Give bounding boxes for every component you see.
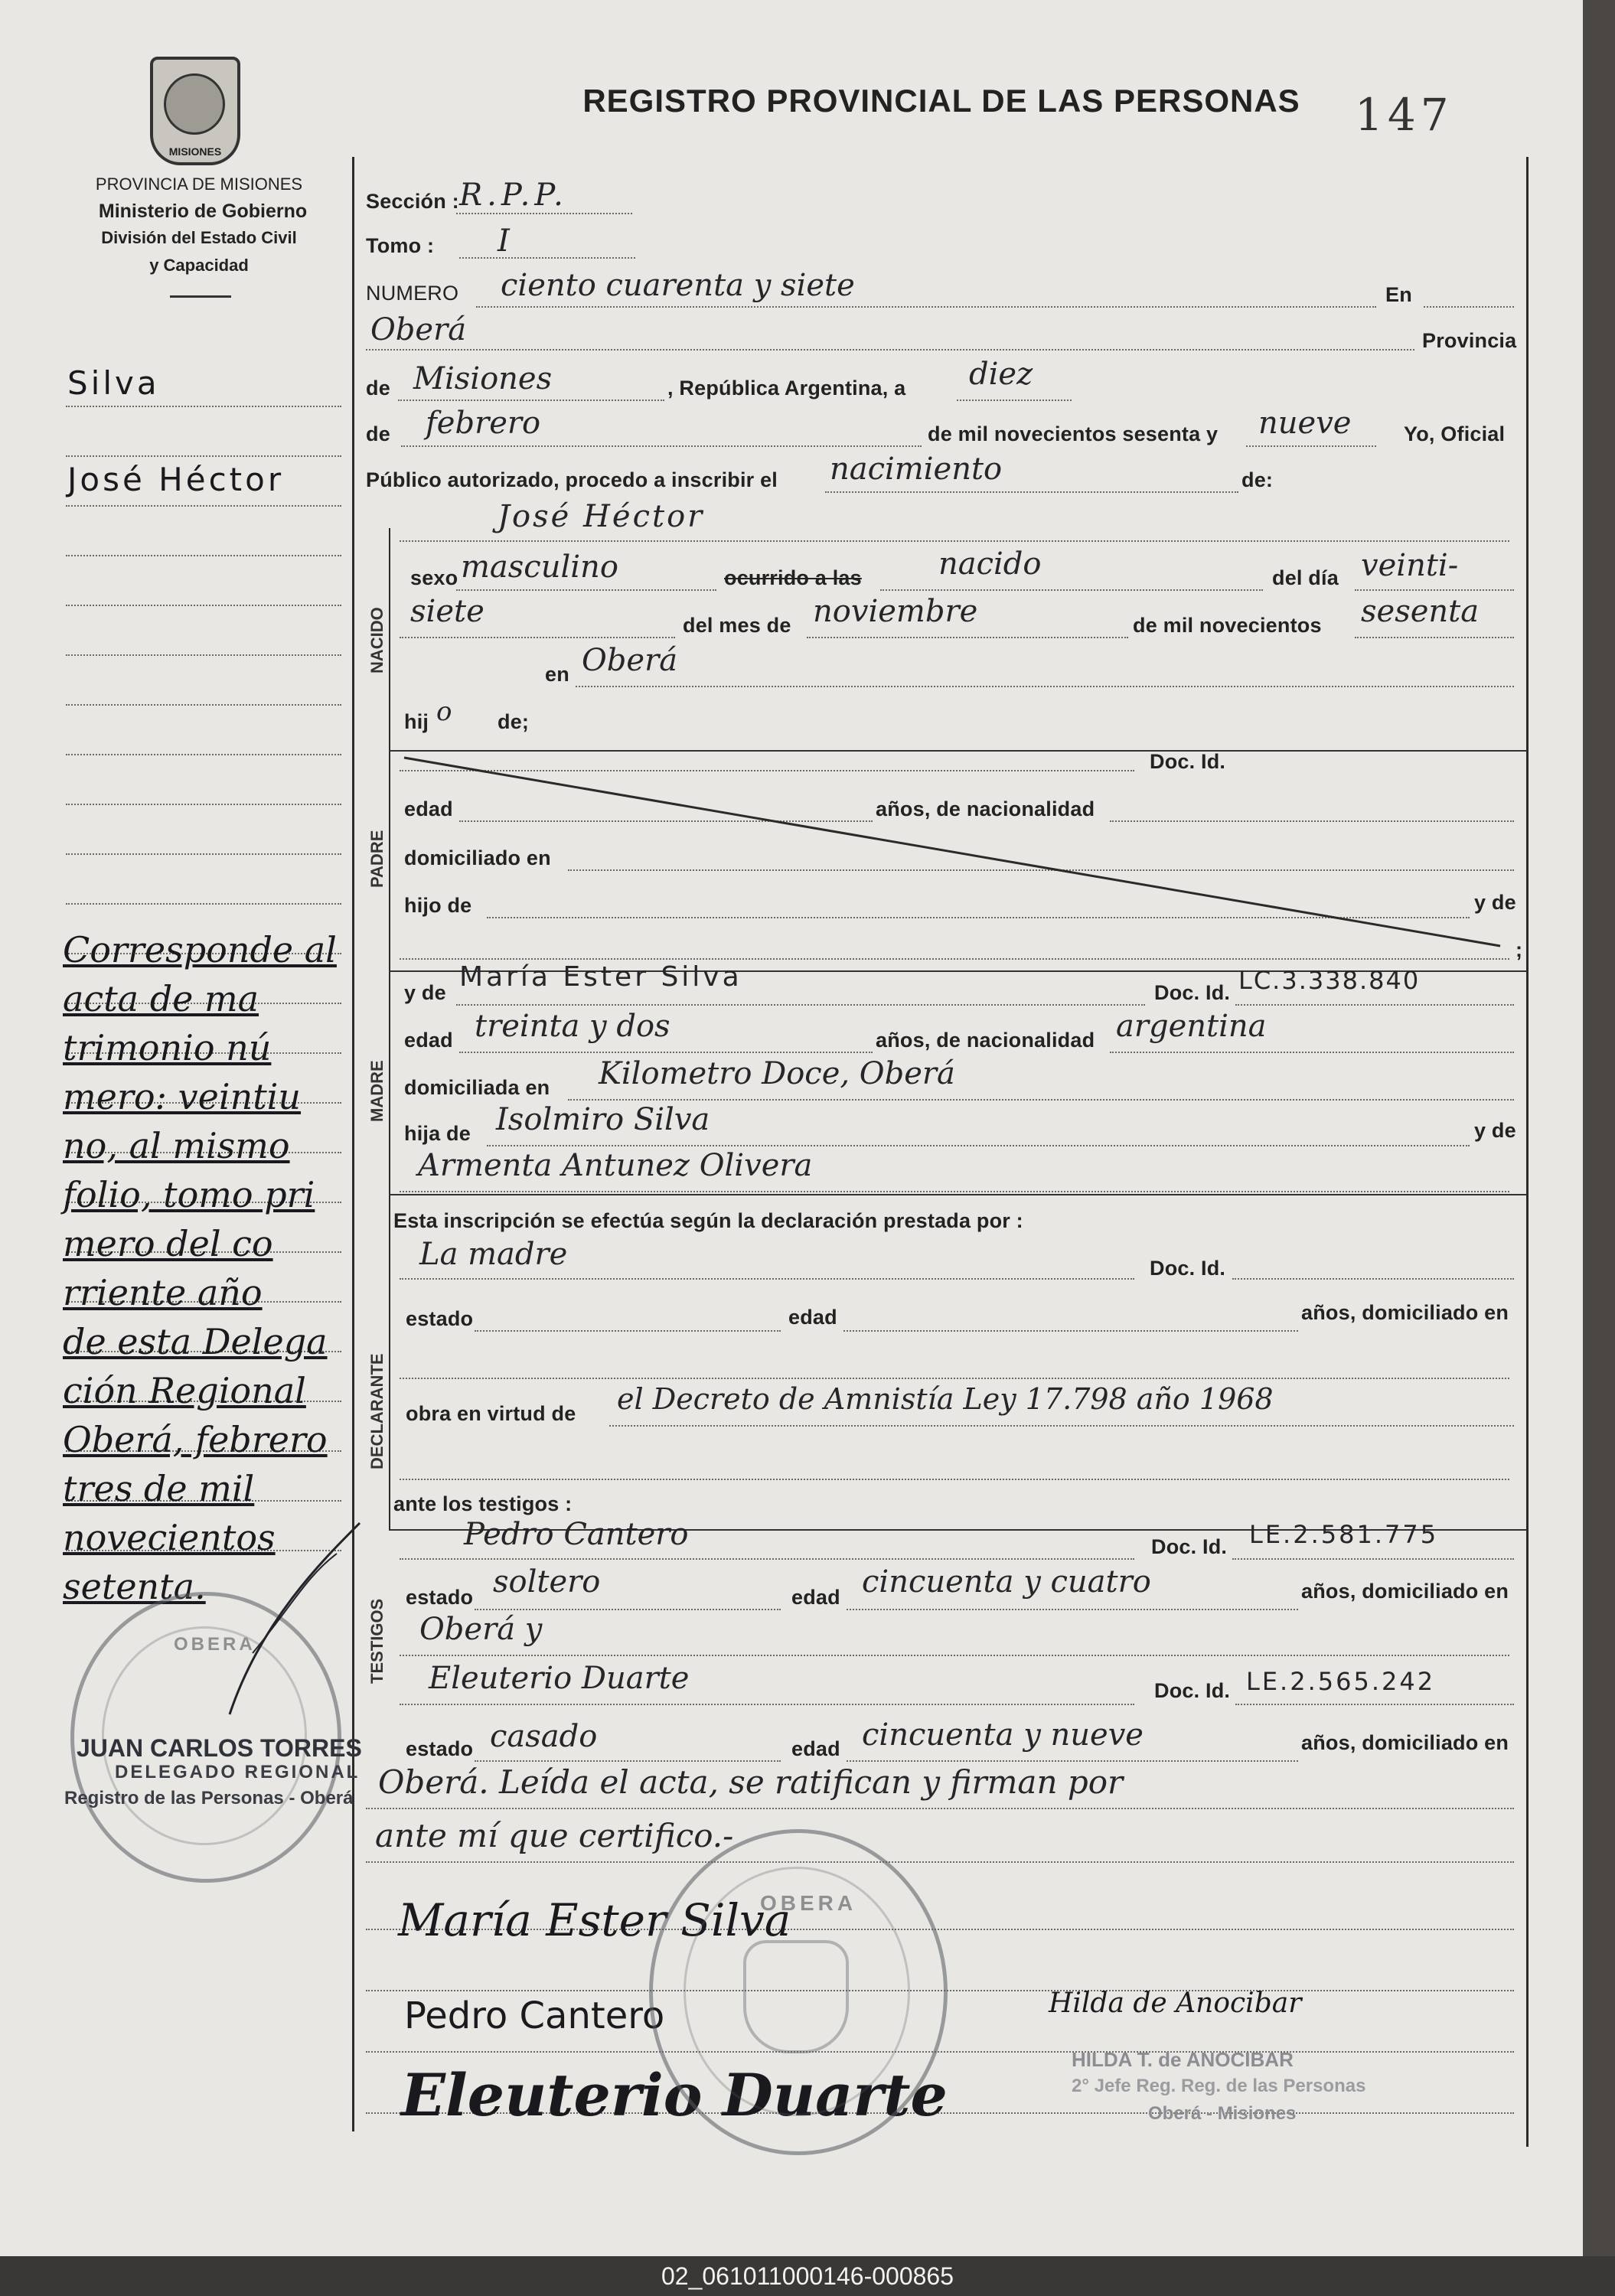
label-testigo1-estado: estado (406, 1586, 474, 1609)
margin-note-line: Oberá, febrero (63, 1419, 328, 1460)
label-madre-y-de-2: y de (1474, 1119, 1516, 1142)
label-publico: Público autorizado, procedo a inscribir el (366, 468, 778, 491)
margin-note-line: rriente año (63, 1272, 263, 1313)
side-label-nacido: NACIDO (367, 607, 387, 673)
margin-note-line: tres de mil (63, 1468, 255, 1509)
margin-note-line: Corresponde al (63, 929, 337, 970)
value-testigo2-doc: LE.2.565.242 (1246, 1667, 1436, 1696)
label-testigo2-doc: Doc. Id. (1154, 1679, 1231, 1702)
stamp-left-name: JUAN CARLOS TORRES (77, 1734, 362, 1762)
value-declarante: La madre (419, 1237, 568, 1272)
value-testigo2-edad: cincuenta y nueve (862, 1717, 1144, 1753)
footer-bar (0, 2256, 1615, 2296)
label-de-colon: de: (1241, 468, 1274, 491)
label-declarante-estado: estado (406, 1307, 474, 1330)
label-ante-testigos: ante los testigos : (393, 1492, 573, 1515)
value-nacido: nacido (938, 546, 1042, 582)
label-testigo1-edad: edad (791, 1586, 840, 1609)
label-de: de (366, 377, 390, 400)
label-madre-doc: Doc. Id. (1154, 981, 1231, 1004)
org-line-4: y Capacidad (149, 256, 249, 275)
value-anio-nac: sesenta (1361, 594, 1480, 629)
org-line-1: PROVINCIA DE MISIONES (95, 174, 303, 194)
value-dia: diez (969, 357, 1033, 392)
side-label-madre: MADRE (367, 1060, 387, 1122)
value-madre-edad: treinta y dos (475, 1009, 670, 1044)
value-madre-doc: LC.3.338.840 (1238, 966, 1421, 995)
value-madre-madre: Armenta Antunez Olivera (418, 1148, 813, 1183)
value-anio: nueve (1258, 406, 1352, 441)
label-en-lugar: en (545, 663, 569, 686)
value-cierre-1: Oberá. Leída el acta, se ratifican y firman por (378, 1763, 1124, 1801)
value-testigo2-estado: casado (490, 1719, 598, 1754)
value-lugar-nac: Oberá (582, 643, 678, 678)
label-padre-domicilio: domiciliado en (404, 846, 551, 869)
stamp-left-title-2: Registro de las Personas - Oberá (64, 1788, 354, 1808)
margin-note-line: acta de ma (63, 978, 259, 1019)
stamp-left-title-1: DELEGADO REGIONAL (115, 1762, 361, 1782)
signature-testigo1: Pedro Cantero (404, 1994, 665, 2037)
label-mil-novecientos: de mil novecientos (1133, 614, 1322, 637)
value-tomo: I (498, 223, 510, 259)
org-line-3: División del Estado Civil (101, 228, 297, 247)
stamp-center-ring: OBERA (760, 1891, 857, 1915)
value-dia-nac-1: veinti- (1361, 548, 1459, 583)
side-label-padre: PADRE (367, 830, 387, 888)
signature-oficial: Hilda de Anocibar (1049, 1988, 1302, 2019)
margin-apellido: Silva (67, 364, 160, 402)
label-en: En (1385, 283, 1412, 306)
value-obra: el Decreto de Amnistía Ley 17.798 año 1968 (617, 1382, 1274, 1416)
label-declarante-anos: años, domiciliado en (1301, 1301, 1509, 1324)
value-sexo: masculino (461, 550, 618, 585)
signature-madre: María Ester Silva (398, 1894, 791, 1946)
label-ocurrido: ocurrido a las (724, 566, 862, 589)
label-testigo2-edad: edad (791, 1737, 840, 1760)
value-testigo1: Pedro Cantero (464, 1517, 689, 1552)
page-number: 147 (1355, 89, 1454, 141)
stamp-left-ring: OBERA (174, 1634, 256, 1655)
side-label-testigos: TESTIGOS (367, 1598, 387, 1684)
side-label-declarante: DECLARANTE (367, 1353, 387, 1469)
label-hijo: hij (404, 710, 429, 733)
value-seccion: R.P.P. (459, 178, 568, 213)
value-provincia: Misiones (413, 361, 553, 396)
label-testigo2-anos: años, domiciliado en (1301, 1731, 1509, 1754)
label-testigo1-doc: Doc. Id. (1151, 1535, 1228, 1558)
label-declarante-edad: edad (788, 1306, 837, 1329)
label-inscripcion: Esta inscripción se efectúa según la declaración prestada por : (393, 1209, 1023, 1232)
margin-note-line: mero del co (63, 1223, 273, 1264)
label-madre-y-de: y de (404, 981, 446, 1004)
label-madre-domicilio: domiciliada en (404, 1076, 550, 1099)
margin-note-line: novecientos (63, 1517, 276, 1558)
margin-note-line: no, al mismo (63, 1125, 290, 1166)
label-de-mes: de (366, 422, 390, 445)
margin-note-line: setenta. (63, 1566, 206, 1607)
stamp-right-name: HILDA T. de ANOCIBAR (1072, 2048, 1294, 2071)
value-mes-nac: noviembre (813, 594, 978, 629)
stamp-right-title-2: Oberá - Misiones (1148, 2103, 1297, 2124)
label-padre-semicolon: ; (1515, 938, 1523, 961)
value-madre-padre: Isolmiro Silva (496, 1102, 710, 1137)
label-yo-oficial: Yo, Oficial (1404, 422, 1506, 445)
label-declarante-doc: Doc. Id. (1150, 1257, 1226, 1280)
crest-text: MISIONES (168, 145, 222, 158)
value-en-lugar: Oberá (370, 312, 467, 347)
label-testigo1-anos: años, domiciliado en (1301, 1580, 1509, 1603)
label-numero: NUMERO (366, 282, 459, 305)
margin-note-line: mero: veintiu (63, 1076, 302, 1117)
value-testigo1-estado: soltero (493, 1564, 601, 1600)
value-nombre: José Héctor (498, 499, 705, 534)
margin-note-line: folio, tomo pri (63, 1174, 315, 1215)
value-testigo1-dom: Oberá y (419, 1612, 543, 1647)
margin-note-line: trimonio nú (63, 1027, 272, 1068)
margin-note-line: de esta Delega (63, 1321, 328, 1362)
page-title: REGISTRO PROVINCIAL DE LAS PERSONAS (582, 83, 1300, 119)
right-binding-edge (1583, 0, 1615, 2296)
stamp-right-title-1: 2° Jefe Reg. Reg. de las Personas (1072, 2076, 1366, 2096)
value-tipo: nacimiento (830, 452, 1003, 487)
footer-file-id: 02_061011000146-000865 (661, 2262, 954, 2290)
signature-testigo2: Eleuterio Duarte (401, 2061, 948, 2129)
org-line-2: Ministerio de Gobierno (98, 201, 308, 222)
value-testigo1-doc: LE.2.581.775 (1249, 1520, 1439, 1549)
label-obra: obra en virtud de (406, 1402, 576, 1425)
label-seccion: Sección : (366, 190, 459, 213)
value-dia-nac-2: siete (410, 594, 484, 629)
label-mil-sesenta: de mil novecientos sesenta y (928, 422, 1219, 445)
label-tomo: Tomo : (366, 234, 435, 257)
label-del-mes: del mes de (683, 614, 791, 637)
label-padre-edad: edad (404, 797, 453, 820)
value-testigo2: Eleuterio Duarte (429, 1661, 690, 1696)
value-cierre-2: ante mí que certifico.- (375, 1817, 734, 1854)
label-madre-edad: edad (404, 1029, 453, 1052)
label-del-dia: del día (1272, 566, 1339, 589)
label-madre-anos: años, de nacionalidad (876, 1029, 1095, 1052)
label-republica: , República Argentina, a (667, 377, 906, 400)
label-sexo: sexo (410, 566, 458, 589)
value-hijo-suffix: o (436, 696, 452, 727)
value-madre-nombre: María Ester Silva (459, 961, 742, 993)
label-padre-hijo-de: hijo de (404, 894, 472, 917)
value-numero: ciento cuarenta y siete (501, 268, 855, 303)
label-padre-doc: Doc. Id. (1150, 750, 1226, 773)
margin-nombre: José Héctor (67, 461, 285, 498)
margin-note-line: ción Regional (63, 1370, 306, 1411)
value-testigo1-edad: cincuenta y cuatro (862, 1564, 1151, 1600)
value-madre-nac: argentina (1116, 1009, 1267, 1044)
label-padre-y-de: y de (1474, 891, 1516, 914)
label-testigo2-estado: estado (406, 1737, 474, 1760)
label-provincia: Provincia (1422, 329, 1517, 352)
label-padre-anos: años, de nacionalidad (876, 797, 1095, 820)
label-madre-hija-de: hija de (404, 1122, 471, 1145)
value-mes: febrero (426, 406, 541, 441)
label-de-semicolon: de; (498, 710, 530, 733)
value-madre-dom: Kilometro Doce, Oberá (599, 1056, 955, 1091)
